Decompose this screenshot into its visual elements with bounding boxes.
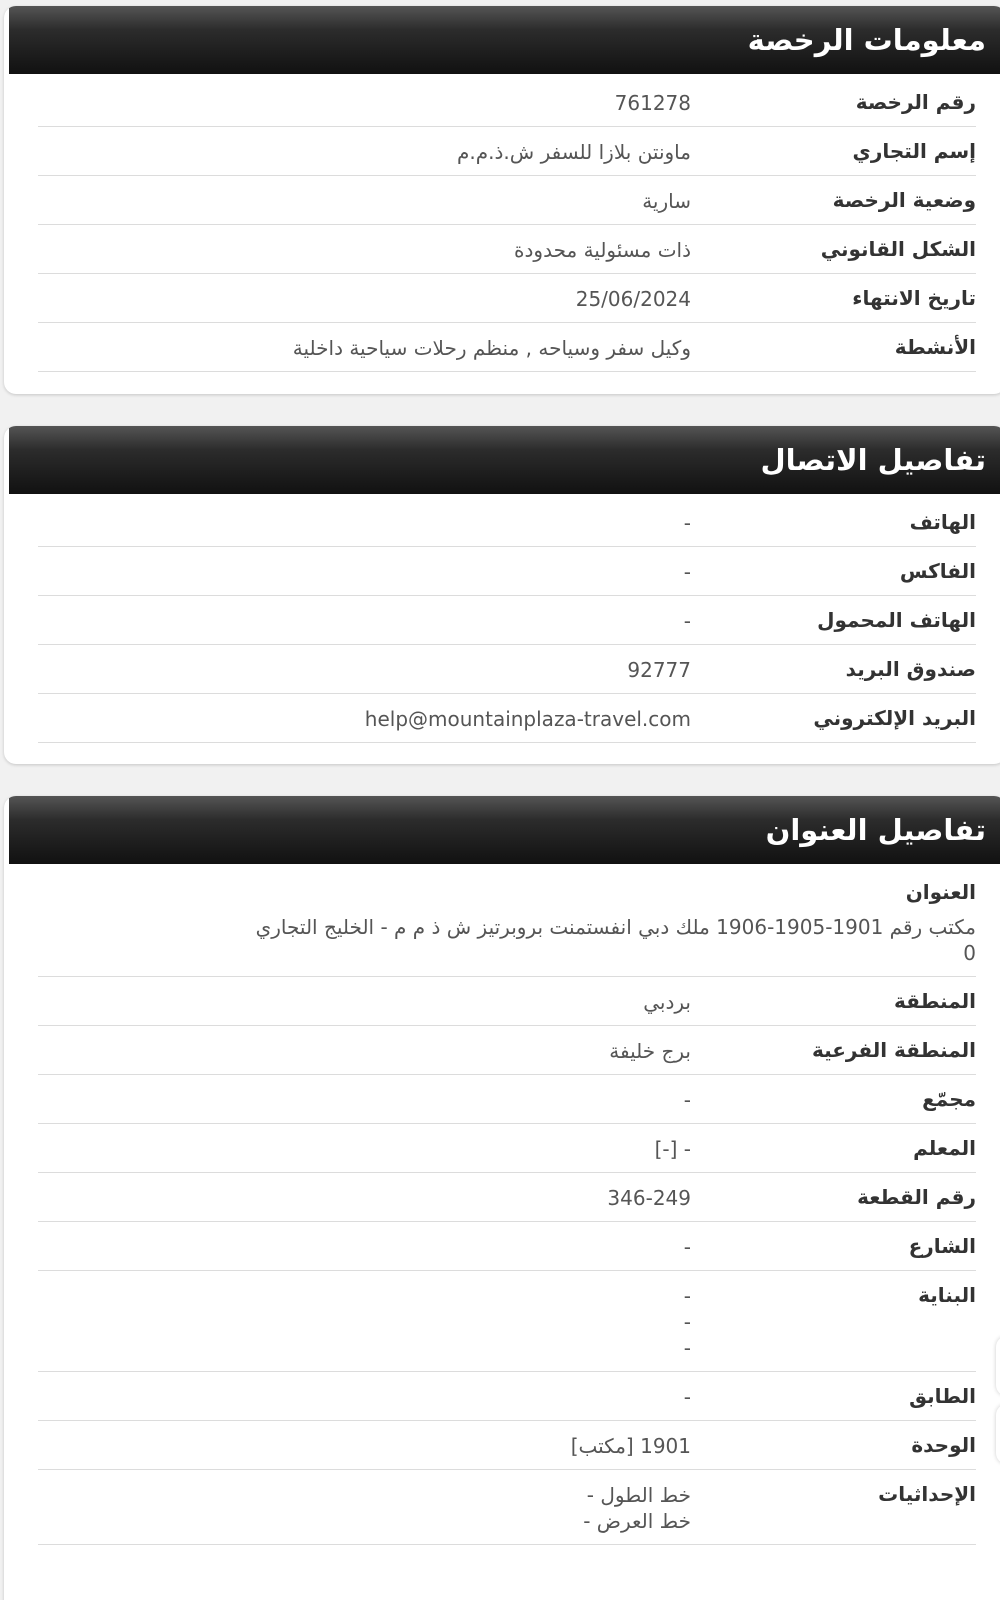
email-label: البريد الإلكتروني [813,706,976,730]
building-label: البناية [918,1283,976,1307]
legal-form-label: الشكل القانوني [820,237,976,261]
street-value: - [683,1235,691,1259]
license-status-value: سارية [642,189,691,213]
latitude-value: خط العرض - [583,1509,691,1533]
plot-number-value: 346-249 [607,1186,691,1210]
floating-edge-tab-upper[interactable] [996,1336,1000,1396]
license-info-rows [38,74,976,372]
phone-row [38,498,976,547]
unit-row [38,1421,976,1470]
coordinates-label: الإحداثيات [878,1482,976,1506]
address-line-1: مكتب رقم 1901-1905-1906 ملك دبي انفستمنت بروبرتيز ش ذ م م - الخليج التجاري [255,915,976,939]
address-details-rows [38,864,976,1545]
license-status-row [38,176,976,225]
area-value: بردبي [643,990,691,1014]
address-line-2: 0 [963,941,976,965]
fax-label: الفاكس [899,559,976,583]
address-label: العنوان [905,880,976,904]
license-number-label: رقم الرخصة [855,90,976,114]
address-details-card [4,796,1000,1600]
building-line-2: - [683,1310,691,1334]
landmark-row [38,1124,976,1173]
street-row [38,1222,976,1271]
address-details-title: تفاصيل العنوان [765,813,986,847]
contact-details-card [4,426,1000,764]
license-number-row [38,78,976,127]
unit-value: 1901 [مكتب] [570,1434,691,1458]
email-row [38,694,976,743]
complex-row [38,1075,976,1124]
phone-value: - [683,511,691,535]
building-value [38,1283,691,1361]
address-row [38,868,976,977]
sub-area-value: برج خليفة [609,1039,691,1063]
expiry-date-value: 25/06/2024 [575,287,691,311]
license-info-card [4,6,1000,394]
po-box-row [38,645,976,694]
complex-label: مجمّع [922,1087,976,1111]
activities-row [38,323,976,372]
building-row [38,1271,976,1372]
expiry-date-row [38,274,976,323]
license-info-header [9,6,1000,74]
complex-value: - [683,1088,691,1112]
address-details-header [9,796,1000,864]
building-line-3: - [683,1336,691,1360]
trade-name-value: ماونتن بلازا للسفر ش.ذ.م.م [457,140,691,164]
mobile-row [38,596,976,645]
fax-value: - [683,560,691,584]
plot-number-row [38,1173,976,1222]
sub-area-row [38,1026,976,1075]
area-label: المنطقة [894,989,976,1013]
contact-details-title: تفاصيل الاتصال [760,443,986,477]
plot-number-label: رقم القطعة [857,1185,976,1209]
street-label: الشارع [908,1234,976,1258]
longitude-value: خط الطول - [586,1483,691,1507]
landmark-value: - [-] [654,1137,691,1161]
floor-row [38,1372,976,1421]
mobile-label: الهاتف المحمول [817,608,976,632]
license-info-title: معلومات الرخصة [747,23,986,57]
coordinates-value [38,1482,691,1534]
expiry-date-label: تاريخ الانتهاء [852,286,976,310]
legal-form-row [38,225,976,274]
activities-label: الأنشطة [894,335,976,359]
license-status-label: وضعية الرخصة [832,188,976,212]
po-box-value: 92777 [627,658,691,682]
sub-area-label: المنطقة الفرعية [811,1038,976,1062]
fax-row [38,547,976,596]
trade-name-label: إسم التجاري [852,139,976,163]
building-line-1: - [683,1284,691,1308]
unit-label: الوحدة [911,1433,976,1457]
landmark-label: المعلم [913,1136,976,1160]
area-row [38,977,976,1026]
address-value [38,914,976,966]
contact-details-rows [38,494,976,743]
floating-edge-tab-lower[interactable] [996,1404,1000,1464]
contact-details-header [9,426,1000,494]
email-value[interactable]: help@mountainplaza-travel.com [364,707,691,731]
floor-value: - [683,1385,691,1409]
trade-name-row [38,127,976,176]
activities-value: وكيل سفر وسياحه , منظم رحلات سياحية داخلية [292,336,691,360]
phone-label: الهاتف [909,510,976,534]
po-box-label: صندوق البريد [845,657,976,681]
floor-label: الطابق [909,1384,976,1408]
coordinates-row [38,1470,976,1545]
legal-form-value: ذات مسئولية محدودة [514,238,691,262]
license-number-value: 761278 [614,91,691,115]
mobile-value: - [683,609,691,633]
